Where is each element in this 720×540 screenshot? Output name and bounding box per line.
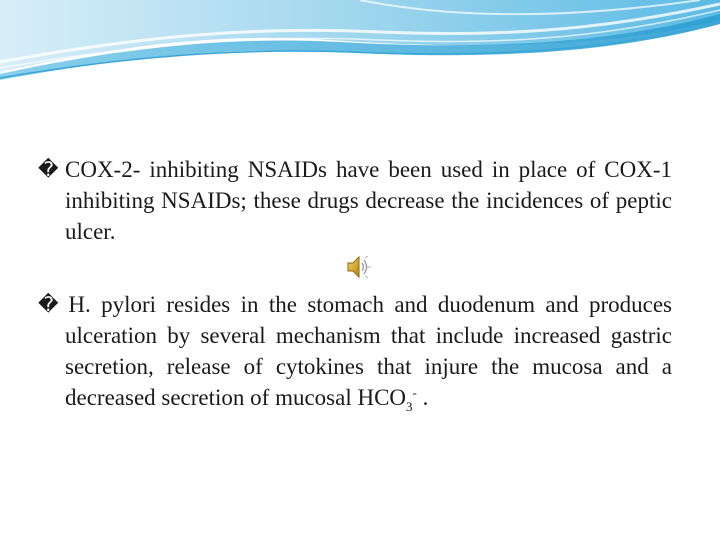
bullet-marker: � <box>38 157 59 181</box>
slide-body <box>38 154 672 413</box>
bicarbonate-formula: $HCO_3^-$ <box>357 385 417 414</box>
header-wave-decoration <box>0 0 720 90</box>
bullet-text: COX-2- inhibiting NSAIDs have been used in place of COX-1 inhibiting NSAIDs; these drugs decrease the incidences of peptic ulcer. <box>65 157 672 244</box>
bullet-text-tail: . <box>416 385 429 410</box>
bullet-paragraph-2 <box>38 289 672 413</box>
bullet-paragraph-1 <box>38 154 672 247</box>
speaker-icon[interactable] <box>346 255 372 279</box>
bullet-marker: � <box>38 292 59 316</box>
bullet-text: H. pylori resides in the stomach and duodenum and produces ulceration by several mechanism that include increased gastric secretion, release of cytokines that injure the mucosa and a decreased secretion of mucosal <box>58 292 672 410</box>
